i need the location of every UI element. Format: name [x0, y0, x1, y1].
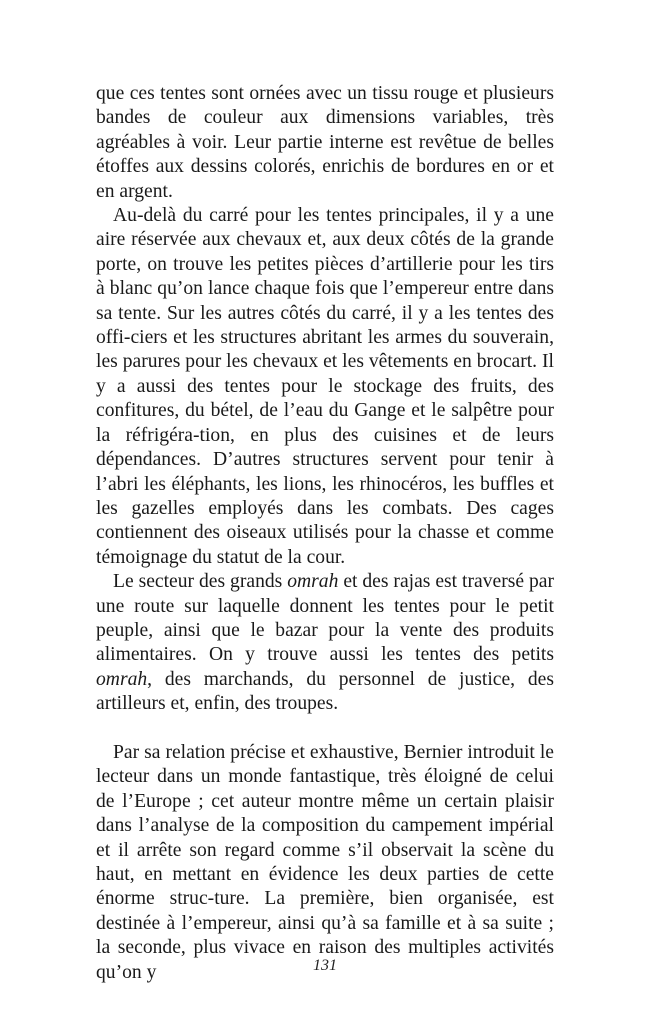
italic-term-omrah: omrah	[287, 571, 339, 593]
paragraph-tent-decoration: que ces tentes sont ornées avec un tissu rouge et plusieurs bandes de couleur aux dimensions variables, très agréables à voir. Leur partie interne est revêtue de belles étoffes aux dessins colorés, enrichis de bordures en or et en argent.	[96, 83, 554, 202]
text-run: , des marchands, du personnel de justice, des artilleurs et, enfin, des troupes.	[96, 668, 554, 715]
text-run: et des rajas est traversé par une route sur laquelle donnent les tentes pour le petit peuple, ainsi que le bazar pour la vente des produits alimentaires. On y trouve aussi les tentes des petits	[96, 571, 554, 666]
page-number: 131	[313, 957, 337, 974]
page-body	[96, 82, 554, 985]
text-run: Le secteur des grands	[113, 571, 288, 593]
paragraph-omrah-sector	[96, 570, 554, 716]
italic-term-omrah: omrah	[96, 668, 148, 690]
paragraph-camp-layout: Au-delà du carré pour les tentes principales, il y a une aire réservée aux chevaux et, aux deux côtés de la grande porte, on trouve les petites pièces d’artillerie pour les tirs à blanc qu’on lance chaque fois que l’empereur entre dans sa tente. Sur les autres côtés du carré, il y a les tentes des offi-ciers et les structures abritant les armes du souverain, les parures pour les chevaux et les vêtements en brocart. Il y a aussi des tentes pour le stockage des fruits, des confitures, du bétel, de l’eau du Gange et le salpêtre pour la réfrigéra-tion, en plus des cuisines et de leurs dépendances. D’autres structures servent pour tenir à l’abri les éléphants, les lions, les rhinocéros, les buffles et les gazelles employés dans les combats. Des cages contiennent des oiseaux utilisés pour la chasse et comme témoignage du statut de la cour.	[96, 205, 554, 568]
paragraph-bernier-analysis: Par sa relation précise et exhaustive, Bernier introduit le lecteur dans un monde fantastique, très éloigné de celui de l’Europe ; cet auteur montre même un certain plaisir dans l’analyse de la composition du campement impérial et il arrête son regard comme s’il observait la scène du haut, en mettant en évidence les deux parties de cette énorme struc-ture. La première, bien organisée, est destinée à l’empereur, ainsi qu’à sa famille et à sa suite ; la seconde, plus vivace en raison des multiples activités qu’on y	[96, 741, 554, 983]
